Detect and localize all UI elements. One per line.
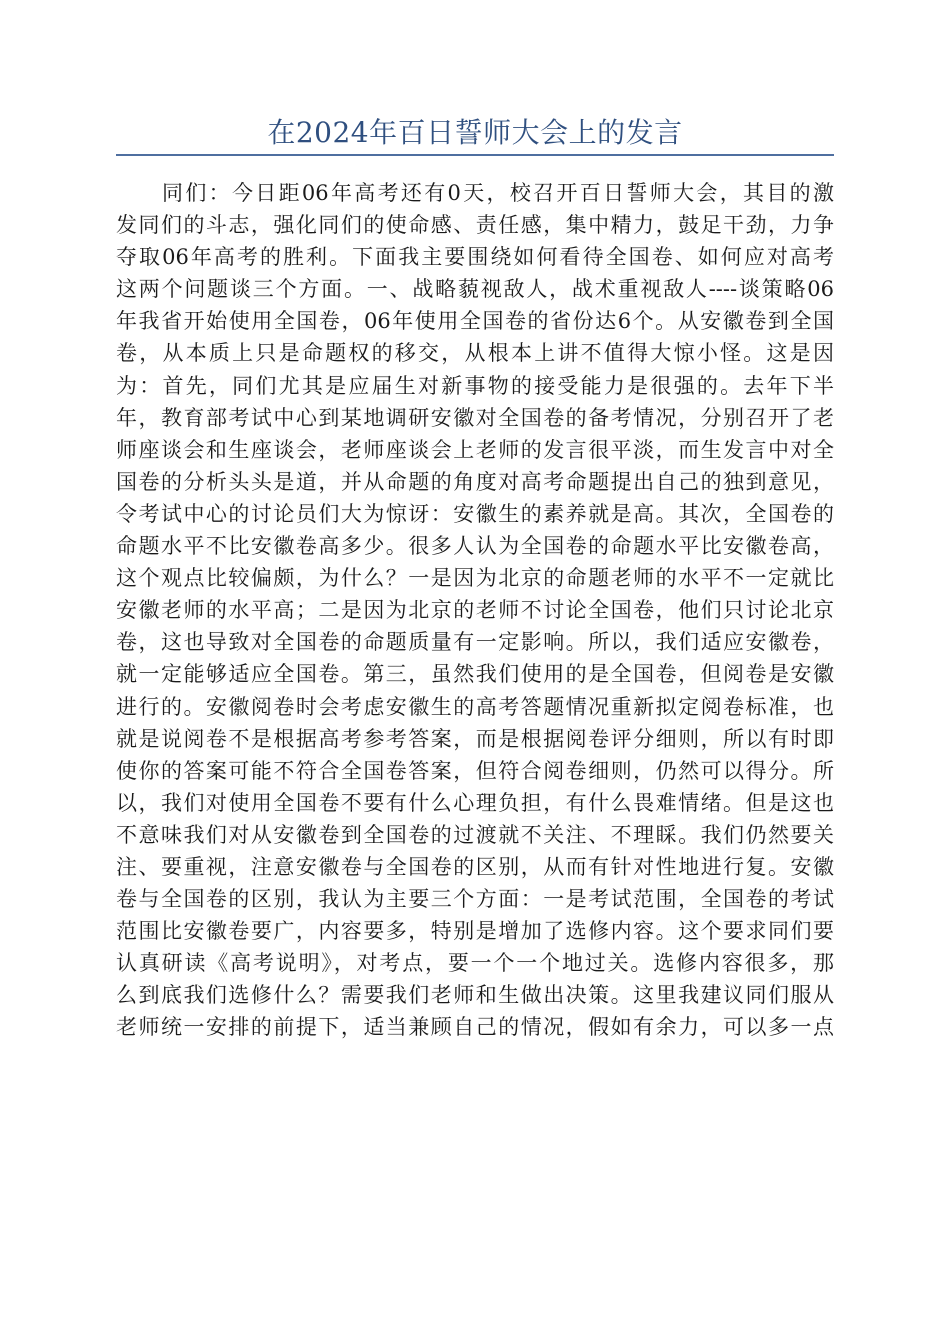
body-line: 卷，从本质上只是命题权的移交，从根本上讲不值得大惊小怪。这是因 [116, 341, 834, 366]
body-line: 以，我们对使用全国卷不要有什么心理负担，有什么畏难情绪。但是这也 [116, 790, 834, 815]
body-line: 老师统一安排的前提下，适当兼顾自己的情况，假如有余力，可以多一点 [116, 1015, 834, 1040]
title-underline [116, 154, 834, 156]
body-line: 不意味我们对从安徽卷到全国卷的过渡就不关注、不理睬。我们仍然要关 [116, 822, 834, 847]
body-line: 进行的。安徽阅卷时会考虑安徽生的高考答题情况重新拟定阅卷标准，也 [116, 694, 834, 719]
body-line: 就一定能够适应全国卷。第三，虽然我们使用的是全国卷，但阅卷是安徽 [116, 662, 834, 687]
body-line: 令考试中心的讨论员们大为惊讶：安徽生的素养就是高。其次，全国卷的 [116, 501, 834, 526]
body-line: 这个观点比较偏颇，为什么？一是因为北京的命题老师的水平不一定就比 [116, 566, 834, 591]
body-line: 年我省开始使用全国卷，06年使用全国卷的省份达6个。从安徽卷到全国 [116, 309, 834, 334]
body-line: 为：首先，同们尤其是应届生对新事物的接受能力是很强的。去年下半 [116, 373, 834, 398]
body-line: 年，教育部考试中心到某地调研安徽对全国卷的备考情况，分别召开了老 [116, 405, 834, 430]
body-line: 师座谈会和生座谈会，老师座谈会上老师的发言很平淡，而生发言中对全 [116, 437, 834, 462]
body-line: 就是说阅卷不是根据高考参考答案，而是根据阅卷评分细则，所以有时即 [116, 726, 834, 751]
body-line: 命题水平不比安徽卷高多少。很多人认为全国卷的命题水平比安徽卷高， [116, 534, 834, 559]
body-line: 卷与全国卷的区别，我认为主要三个方面：一是考试范围，全国卷的考试 [116, 887, 834, 912]
body-line: 么到底我们选修什么？需要我们老师和生做出决策。这里我建议同们服从 [116, 983, 834, 1008]
body-line: 使你的答案可能不符合全国卷答案，但符合阅卷细则，仍然可以得分。所 [116, 758, 834, 783]
body-line: 夺取06年高考的胜利。下面我主要围绕如何看待全国卷、如何应对高考 [116, 245, 834, 270]
body-line: 卷，这也导致对全国卷的命题质量有一定影响。所以，我们适应安徽卷， [116, 630, 834, 655]
body-line: 同们：今日距06年高考还有0天，校召开百日誓师大会，其目的激 [162, 181, 834, 205]
body-line: 这两个问题谈三个方面。一、战略藐视敌人，战术重视敌人----谈策略06 [116, 277, 834, 302]
body-line: 注、要重视，注意安徽卷与全国卷的区别，从而有针对性地进行复。安徽 [116, 854, 834, 879]
body-line: 发同们的斗志，强化同们的使命感、责任感，集中精力，鼓足干劲，力争 [116, 213, 834, 238]
body-line: 安徽老师的水平高；二是因为北京的老师不讨论全国卷，他们只讨论北京 [116, 598, 834, 623]
body-line: 国卷的分析头头是道，并从命题的角度对高考命题提出自己的独到意见， [116, 469, 834, 494]
document-body [116, 177, 834, 1044]
body-line: 认真研读《高考说明》，对考点，要一个一个地过关。选修内容很多，那 [116, 951, 834, 976]
document-title: 在2024年百日誓师大会上的发言 [267, 116, 683, 149]
body-line: 范围比安徽卷要广，内容要多，特别是增加了选修内容。这个要求同们要 [116, 919, 834, 944]
